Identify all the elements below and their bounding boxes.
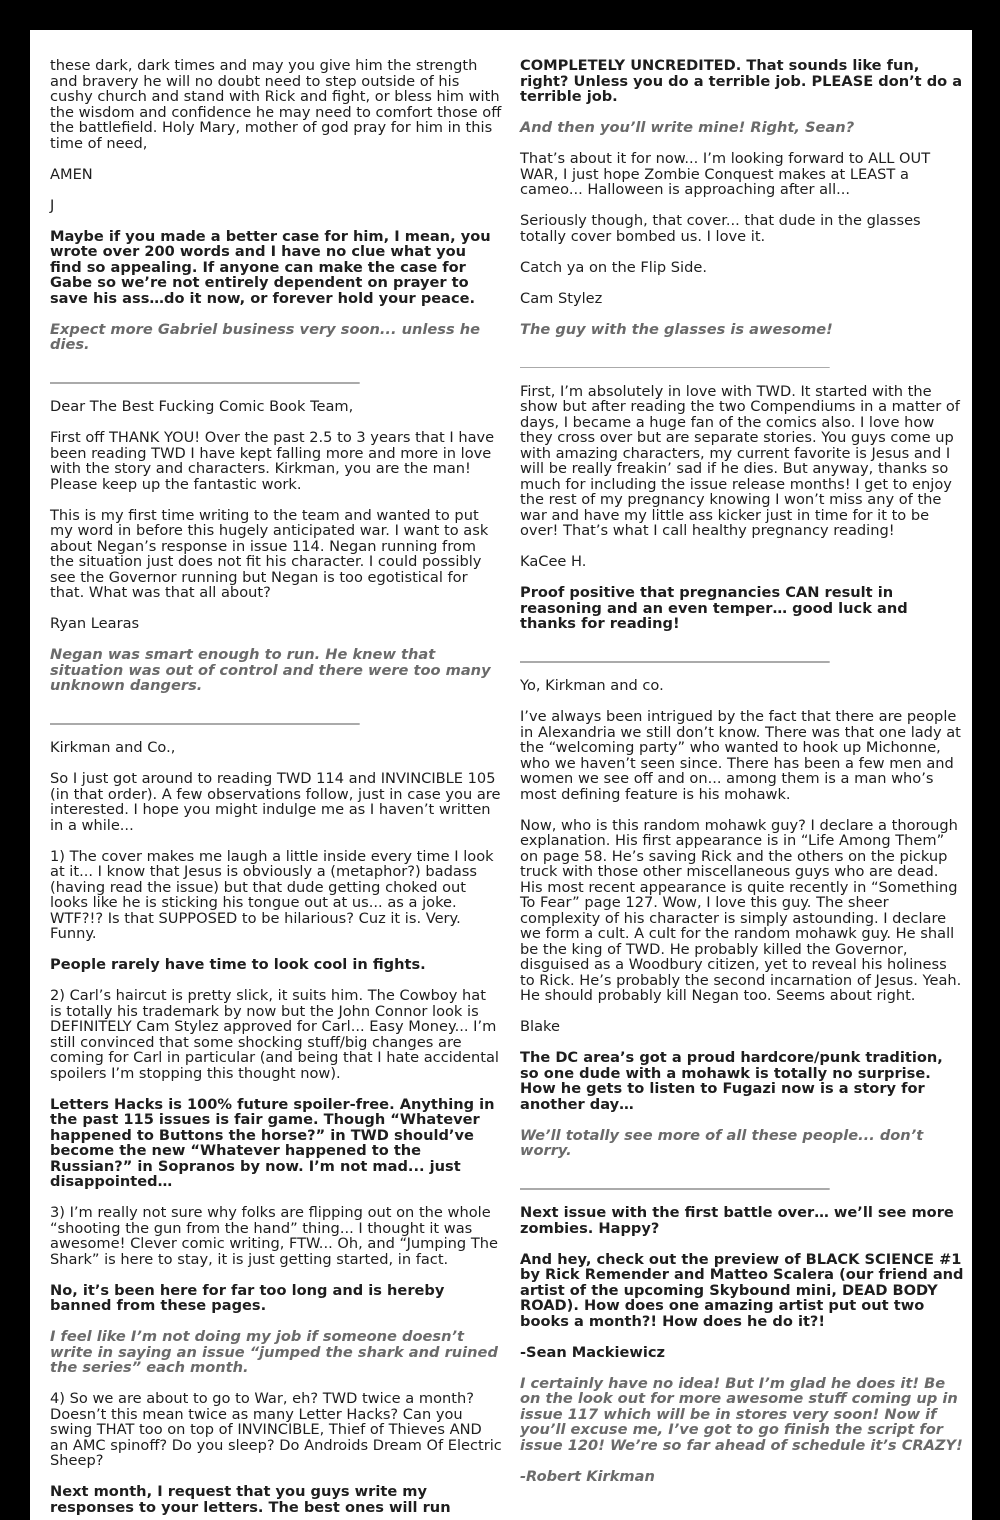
letter-paragraph: Ryan Learas <box>50 615 140 632</box>
editor-response-italic: I feel like I’m not doing my job if someone doesn’t write in saying an issue “jumped the shark and ruined the series” each month. <box>50 1328 498 1376</box>
letters-page <box>30 30 972 1520</box>
letter-paragraph: Now, who is this random mohawk guy? I declare a thorough explanation. His first appearance is in “Life Among Them” on page 58. He’s saving Rick and the others on the pickup truck with those other miscellaneous guys who are dead. His most recent appearance is quite recently in “Something To Fear” page 127. Wow, I love this guy. The sheer complexity of his character is simply astounding. I declare we form a cult. A cult for the random mohawk guy. He shall be the king of TWD. He probably killed the Governor, disguised as a Woodbury citizen, yet to reveal his holiness to Rick. He’s probably the second incarnation of Jesus. Yeah. He should probably kill Negan too. Seems about right. <box>520 816 962 1004</box>
letter-paragraph: So I just got around to reading TWD 114 and INVINCIBLE 105 (in that order). A few observations follow, just in case you are interested. I hope you might indulge me as I haven’t written in a while... <box>50 770 501 834</box>
letter-paragraph: I’ve always been intrigued by the fact that there are people in Alexandria we still don’t know. There was that one lady at the “welcoming party” who wanted to hook up Michonne, who we haven’t seen since. There has been a few men and women we see off and on... among them is a man who’s most defining feature is his mohawk. <box>520 708 961 803</box>
letter-paragraph: Dear The Best Fucking Comic Book Team, <box>50 398 354 415</box>
letter-paragraph: 1) The cover makes me laugh a little inside every time I look at it... I know that Jesus is obviously a (metaphor?) badass (having read the issue) but that dude getting choked out looks like he is sticking his tongue out at us... as a joke. WTF?!? Is that SUPPOSED to be hilarious? Cuz it is. Very. Funny. <box>50 847 494 942</box>
editor-response: And hey, check out the preview of BLACK SCIENCE #1 by Rick Remender and Matteo Scalera (our friend and artist of the upcoming Skybound mini, DEAD BODY ROAD). How does one amazing artist put out two books a month?! How does he do it?! <box>520 1250 964 1330</box>
letter-paragraph: Yo, Kirkman and co. <box>520 677 664 694</box>
letter-paragraph: 3) I’m really not sure why folks are flipping out on the whole “shooting the gun from the hand” thing... I thought it was awesome! Clever comic writing, FTW... Oh, and “Jumping The Shark” is here to stay, it is just getting started, in fact. <box>50 1204 498 1268</box>
letter-paragraph: KaCee H. <box>520 553 587 570</box>
letter-paragraph: Cam Stylez <box>520 289 603 307</box>
editor-response: No, it’s been here for far too long and is hereby banned from these pages. <box>50 1281 445 1314</box>
editor-response-italic: Negan was smart enough to run. He knew that situation was out of control and there were too many unknown dangers. <box>50 646 491 694</box>
letter-paragraph: This is my first time writing to the team and wanted to put my word in before this hugely anticipated war. I want to ask about Negan’s response in issue 114. Negan running from the situation just does not fit his character. I could possibly see the Governor running but Negan is too egotistical for that. What was that all about? <box>50 506 489 601</box>
section-divider: _________________________________________________ <box>50 368 359 384</box>
section-divider: _________________________________________________ <box>520 647 829 663</box>
editor-response: Next month, I request that you guys write my responses to your letters. The best ones will run <box>50 1483 451 1516</box>
right-column <box>520 58 965 1500</box>
letter-paragraph: First off THANK YOU! Over the past 2.5 to 3 years that I have been reading TWD I have kept falling more and more in love with the story and characters. Kirkman, you are the man! Please keep up the fantastic work. <box>50 429 495 493</box>
letter-paragraph: 2) Carl’s haircut is pretty slick, it suits him. The Cowboy hat is totally his trademark by now but the John Connor look is DEFINITELY Cam Stylez approved for Carl... Easy Money... I’m still convinced that some shocking stuff/big changes are coming for Carl in particular (and being that I hate accidental spoilers I’m stopping this thought now). <box>50 987 499 1082</box>
editor-response: People rarely have time to look cool in fights. <box>50 956 426 973</box>
editor-response: Next issue with the first battle over… we’ll see more zombies. Happy? <box>520 1204 954 1237</box>
editor-response: Proof positive that pregnancies CAN result in reasoning and an even temper… good luck and thanks for reading! <box>520 584 908 632</box>
editor-response: Letters Hacks is 100% future spoiler-free. Anything in the past 115 issues is fair game. Though “Whatever happened to Buttons the horse?” in TWD should’ve become the new “Whatever happened to the Russian?” in Sopranos by now. I’m not mad... just disappointed… <box>50 1095 495 1190</box>
letter-paragraph: J <box>50 196 55 214</box>
letter-paragraph: AMEN <box>50 165 93 183</box>
editor-response-italic: -Robert Kirkman <box>520 1467 655 1485</box>
section-divider: _________________________________________________ <box>50 709 359 725</box>
letter-paragraph: First, I’m absolutely in love with TWD. It started with the show but after reading the two Compendiums in a matter of days, I became a huge fan of the comics also. I love how they cross over but are separate stories. You guys come up with amazing characters, my current favorite is Jesus and I will be really freakin’ sad if he dies. But anyway, thanks so much for including the issue release months! I get to enjoy the rest of my pregnancy knowing I won’t miss any of the war and have my little ass kicker just in time for it to be over! That’s what I call healthy pregnancy reading! <box>520 382 960 539</box>
editor-response-italic: Expect more Gabriel business very soon... unless he dies. <box>50 320 481 353</box>
section-divider: _________________________________________________ <box>520 352 829 368</box>
editor-response: The DC area’s got a proud hardcore/punk tradition, so one dude with a mohawk is totally no surprise. How he gets to listen to Fugazi now is a story for another day… <box>520 1049 943 1113</box>
editor-response-italic: I certainly have no idea! But I’m glad he does it! Be on the look out for more awesome stuff coming up in issue 117 which will be in stores very soon! Now if you’ll excuse me, I’ve got to go finish the script for issue 120! We’re so far ahead of schedule it’s CRAZY! <box>520 1374 963 1454</box>
left-column <box>50 58 502 1520</box>
editor-response: -Sean Mackiewicz <box>520 1343 666 1361</box>
letter-paragraph: Seriously though, that cover... that dude in the glasses totally cover bombed us. I love it. <box>520 212 921 245</box>
letter-paragraph: Catch ya on the Flip Side. <box>520 258 707 276</box>
letter-paragraph: Blake <box>520 1018 560 1035</box>
letter-paragraph: That’s about it for now... I’m looking forward to ALL OUT WAR, I just hope Zombie Conquest makes at LEAST a cameo... Halloween is approaching after all... <box>520 150 931 198</box>
section-divider: _________________________________________________ <box>520 1174 829 1190</box>
editor-response-italic: And then you’ll write mine! Right, Sean? <box>520 119 855 136</box>
letter-paragraph: these dark, dark times and may you give him the strength and bravery he will no doubt need to step outside of his cushy church and stand with Rick and fight, or bless him with the wisdom and confidence he may need to comfort those off the battlefield. Holy Mary, mother of god pray for him in this time of need, <box>50 57 502 152</box>
editor-response: COMPLETELY UNCREDITED. That sounds like fun, right? Unless you do a terrible job. PLEASE don’t do a terrible job. <box>520 57 963 105</box>
letter-paragraph: Kirkman and Co., <box>50 739 176 756</box>
letter-paragraph: 4) So we are about to go to War, eh? TWD twice a month? Doesn’t this mean twice as many Letter Hacks? Can you swing THAT too on top of INVINCIBLE, Thief of Thieves AND an AMC spinoff? Do you sleep? Do Androids Dream Of Electric Sheep? <box>50 1390 502 1469</box>
editor-response-italic: We’ll totally see more of all these people... don’t worry. <box>520 1126 924 1159</box>
editor-response-italic: The guy with the glasses is awesome! <box>520 320 833 338</box>
editor-response: Maybe if you made a better case for him, I mean, you wrote over 200 words and I have no clue what you find so appealing. If anyone can make the case for Gabe so we’re not entirely dependent on prayer to save his ass…do it now, or forever hold your peace. <box>50 227 491 307</box>
